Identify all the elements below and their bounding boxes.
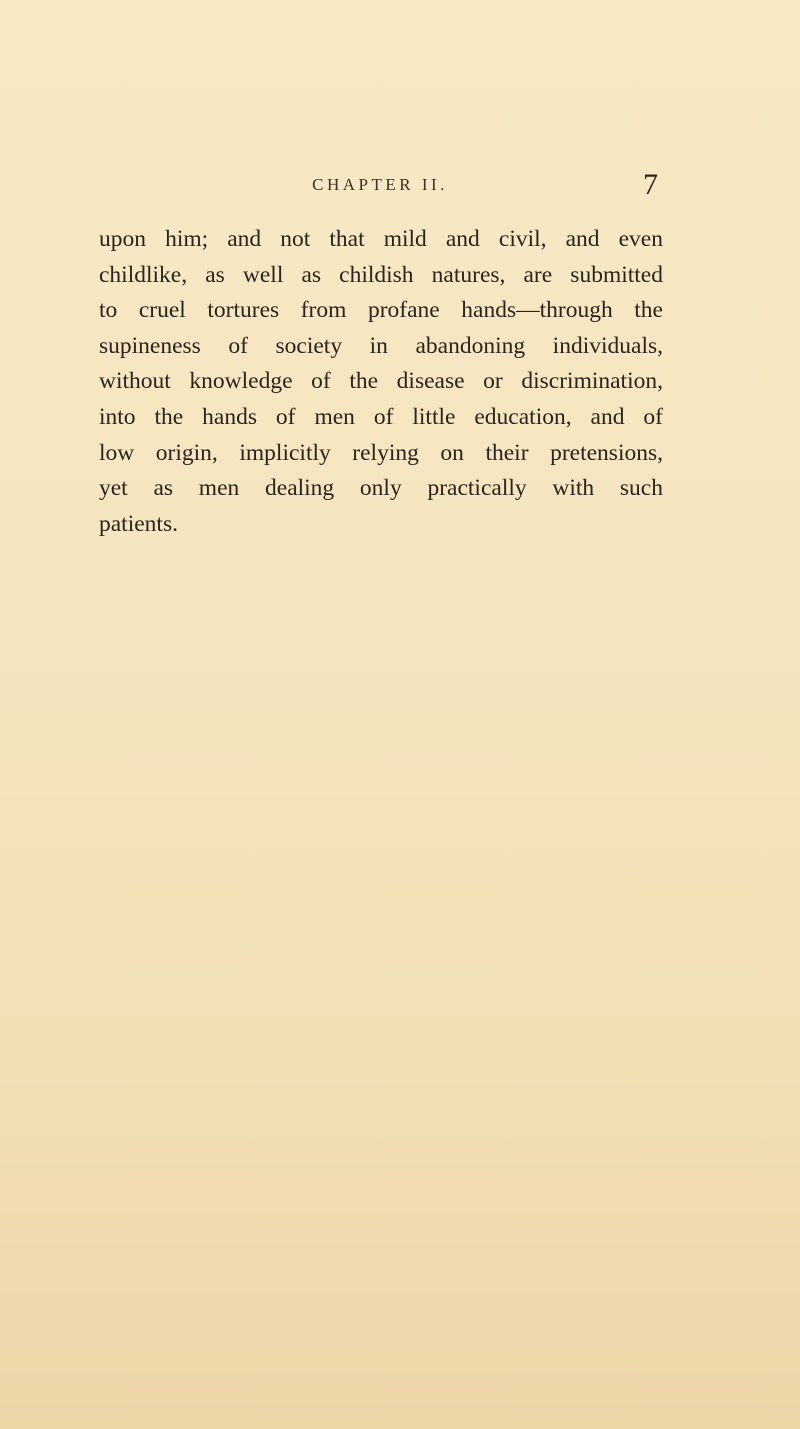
text-line: into the hands of men of little education, and of: [99, 403, 663, 430]
text-line: low origin, implicitly relying on their pretensions,: [99, 439, 663, 466]
body-paragraph: [99, 222, 663, 542]
text-line: upon him; and not that mild and civil, and even: [99, 226, 663, 252]
running-head: [100, 170, 660, 200]
text-line: to cruel tortures from profane hands—through the: [99, 297, 663, 324]
page-number: 7: [643, 168, 658, 201]
text-line: yet as men dealing only practically with such: [99, 475, 663, 502]
text-line: supineness of society in abandoning individuals,: [99, 332, 663, 359]
text-line: childlike, as well as childish natures, are submitted: [99, 261, 663, 288]
text-line: without knowledge of the disease or discrimination,: [99, 368, 663, 395]
text-line: patients.: [99, 510, 178, 537]
chapter-heading: CHAPTER II.: [312, 175, 448, 194]
